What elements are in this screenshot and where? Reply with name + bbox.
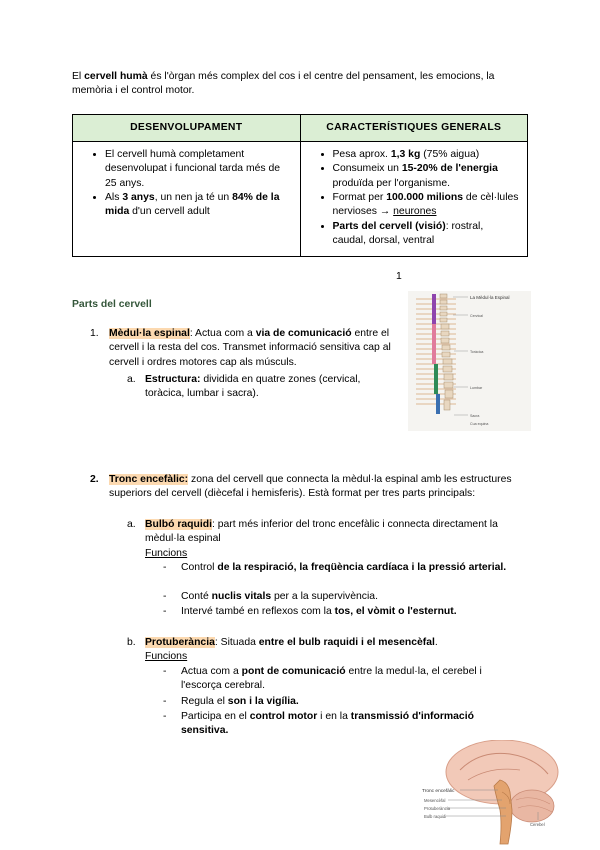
- dash-bullet: -: [163, 606, 167, 617]
- sub-item-pons: Protuberància: Situada entre el bulb raquidi i el mesencèfal.: [145, 637, 438, 648]
- table-header-development: DESENVOLUPAMENT: [73, 115, 301, 142]
- brain-label: Mesencèfal: [424, 798, 446, 803]
- item-number: 1.: [90, 328, 99, 339]
- table-cell-development: [73, 142, 301, 257]
- intro-paragraph: El cervell humà és l'òrgan més complex del cos i el centre del pensament, les emocions, la memòria i el control motor.: [72, 71, 495, 97]
- brainstem-figure: [420, 740, 560, 845]
- spine-label: Sacra: [470, 414, 480, 418]
- dash-bullet: -: [163, 562, 167, 573]
- function-item: Conté nuclis vitals per a la supervivència.: [181, 591, 378, 602]
- function-item: Intervé també en reflexos com la tos, el vòmit o l'esternut.: [181, 606, 457, 617]
- brain-label: Bulb raquidi: [424, 814, 447, 819]
- summary-table: [72, 114, 528, 257]
- spine-label: La Mèdul·la Espinal: [470, 295, 510, 300]
- dash-bullet: -: [163, 666, 167, 677]
- sub-item-structure: Estructura: dividida en quatre zones (cervical, toràcica, lumbar i sacra).: [145, 374, 361, 400]
- spine-figure: [408, 291, 531, 431]
- spine-label: Cervical: [470, 314, 483, 318]
- dash-bullet: -: [163, 711, 167, 722]
- functions-label: Funcions: [145, 548, 188, 559]
- sub-letter: b.: [127, 637, 136, 648]
- intro-bold: cervell humà: [84, 71, 148, 82]
- brain-label: Cerebel: [530, 822, 545, 827]
- function-item: Control de la respiració, la freqüència cardíaca i la pressió arterial.: [181, 562, 507, 573]
- list-item: • El cervell humà completament desenvolupat i funcional tarda més de 25 anys.: [105, 148, 292, 191]
- item-title: Mèdul·la espinal: [109, 328, 190, 339]
- dash-bullet: -: [163, 591, 167, 602]
- dash-bullet: -: [163, 696, 167, 707]
- item-number: 2.: [90, 474, 99, 485]
- brain-label: Protuberància: [424, 806, 451, 811]
- list-item: • Format per 100.000 milions de cèl·lules nervioses → neurones: [333, 191, 520, 220]
- list-item: • Parts del cervell (visió): rostral, caudal, dorsal, ventral: [333, 220, 520, 249]
- item-title: Tronc encefàlic:: [109, 474, 189, 485]
- item-spinal-cord: Mèdul·la espinal: Actua com a via de comunicació entre el cervell i la resta del cos. Transmet informació sensitiva cap al cervell i ordres motores cap als músculs.: [109, 328, 391, 368]
- sub-letter: a.: [127, 519, 136, 530]
- page-number: 1: [396, 271, 402, 282]
- section-heading: Parts del cervell: [72, 299, 152, 310]
- sub-item-medulla: Bulbó raquidi: part més inferior del tronc encefàlic i connecta directament la mèdul·la espinal: [145, 519, 498, 545]
- list-item: • Als 3 anys, un nen ja té un 84% de la mida d'un cervell adult: [105, 191, 292, 220]
- spine-label: Lumbar: [470, 386, 483, 390]
- table-header-characteristics: CARACTERÍSTIQUES GENERALS: [300, 115, 528, 142]
- function-item: Actua com a pont de comunicació entre la medul·la, el cerebel i l'escorça cerebral.: [181, 666, 482, 692]
- sub-letter: a.: [127, 374, 136, 385]
- spine-illustration: [408, 291, 531, 431]
- function-item: Participa en el control motor i en la transmissió d'informació sensitiva.: [181, 711, 474, 737]
- brain-illustration: [420, 740, 560, 845]
- list-item: • Consumeix un 15-20% de l'energia produïda per l'organisme.: [333, 162, 520, 191]
- item-brainstem: Tronc encefàlic: zona del cervell que connecta la mèdul·la espinal amb les estructures superiors del cervell (diècefal i hemisferis). Està format per tres parts principals:: [109, 474, 512, 500]
- spine-label: Toràcica: [470, 350, 484, 354]
- brain-label: Tronc encefàlic: [422, 789, 455, 794]
- list-item: • Pesa aprox. 1,3 kg (75% aigua): [333, 148, 520, 162]
- functions-label: Funcions: [145, 651, 188, 662]
- table-cell-characteristics: [300, 142, 528, 257]
- spine-label: Cua equina: [470, 422, 489, 426]
- function-item: Regula el son i la vigília.: [181, 696, 299, 707]
